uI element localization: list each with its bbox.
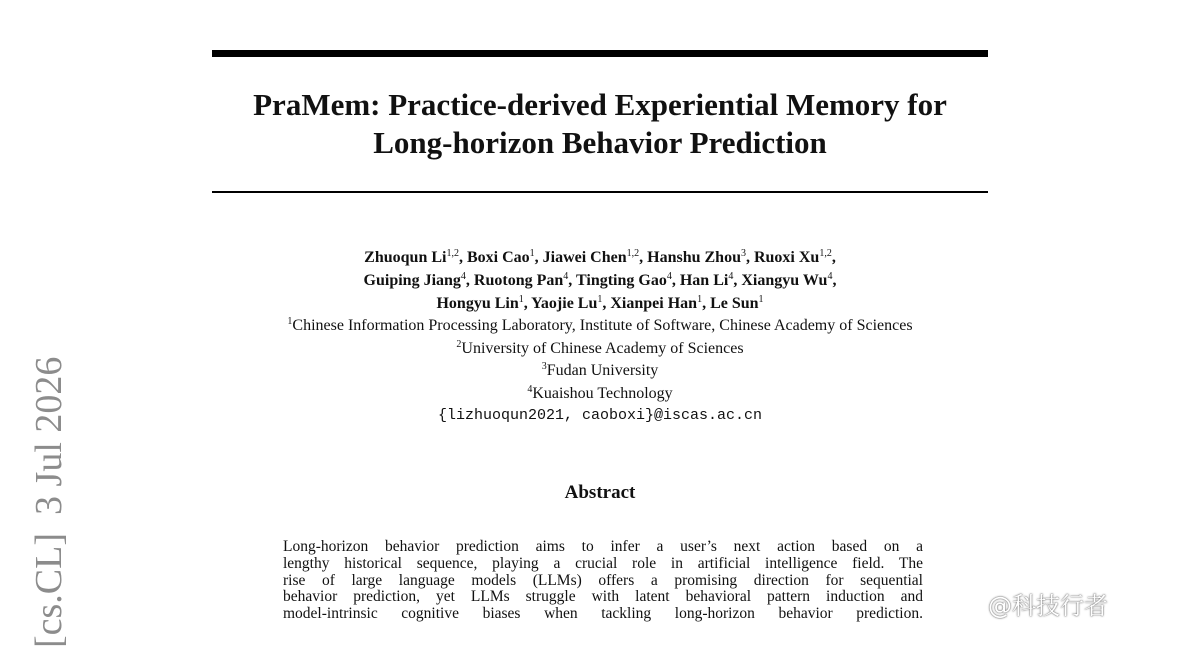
author-name: Hanshu Zhou bbox=[647, 249, 741, 266]
author-name: Tingting Gao bbox=[576, 272, 667, 289]
author-name: Guiping Jiang bbox=[363, 272, 461, 289]
author-affiliation-marker: 4 bbox=[563, 271, 569, 282]
author-affiliation-marker: 1,2 bbox=[446, 248, 459, 259]
author-line: Hongyu Lin$^1$, Yaojie Lu$^1$, Xianpei Han$^1$, Le Sun$^1$ bbox=[436, 294, 764, 312]
affiliation-name: Chinese Information Processing Laboratory, Institute of Software, Chinese Academy of Sciences bbox=[292, 317, 913, 334]
author-name: Zhuoqun Li bbox=[364, 249, 447, 266]
contact-email: {lizhuoqun2021, caoboxi}@iscas.ac.cn bbox=[437, 407, 763, 424]
author-name: Jiawei Chen bbox=[542, 249, 627, 266]
affiliation-name: University of Chinese Academy of Sciences bbox=[461, 339, 744, 357]
author-name: Xiangyu Wu bbox=[741, 272, 828, 289]
abstract-line: rise of large language models (LLMs) offers a promising direction for sequential bbox=[283, 571, 923, 589]
author-list bbox=[150, 246, 1050, 315]
author-line: Zhuoqun Li$^{1,2}$, Boxi Cao$^1$, Jiawei Chen$^{1,2}$, Hanshu Zhou$^3$, Ruoxi Xu$^{1,2}$, bbox=[364, 248, 836, 266]
affiliation-number: 1 bbox=[287, 316, 293, 327]
author-line: Guiping Jiang$^4$, Ruotong Pan$^4$, Tingting Gao$^4$, Han Li$^4$, Xiangyu Wu$^4$, bbox=[363, 271, 837, 289]
author-name: Ruoxi Xu bbox=[753, 249, 820, 266]
affiliation-name: Fudan University bbox=[546, 362, 659, 379]
title-bottom-rule bbox=[212, 191, 988, 193]
author-affiliation-marker: 4 bbox=[728, 271, 734, 282]
author-name: Xianpei Han bbox=[610, 295, 698, 312]
affiliation-number: 3 bbox=[541, 361, 547, 372]
abstract-body bbox=[283, 539, 923, 623]
author-affiliation-marker: 3 bbox=[740, 248, 746, 259]
author-affiliation-marker: 1,2 bbox=[626, 248, 640, 259]
author-affiliation-marker: 1 bbox=[518, 294, 524, 305]
abstract-line: model-intrinsic cognitive biases when tackling long-horizon behavior prediction. bbox=[283, 605, 923, 623]
author-affiliation-marker: 1 bbox=[597, 294, 603, 305]
author-name: Le Sun bbox=[710, 295, 759, 312]
author-affiliation-marker: 4 bbox=[666, 271, 672, 282]
arxiv-sidebar-stamp bbox=[27, 357, 71, 648]
author-affiliation-marker: 1,2 bbox=[819, 248, 832, 259]
author-name: Ruotong Pan bbox=[473, 272, 564, 289]
title-line: Long-horizon Behavior Prediction bbox=[373, 125, 827, 160]
abstract-line: Long-horizon behavior prediction aims to infer a user’s next action based on a bbox=[283, 538, 923, 555]
affiliation-item bbox=[150, 360, 1050, 383]
author-affiliation-marker: 1 bbox=[529, 248, 535, 259]
affiliation-number: 2 bbox=[456, 338, 462, 350]
author-affiliation-marker: 4 bbox=[827, 271, 833, 282]
paper-title bbox=[150, 86, 1050, 162]
affiliation-name: Kuaishou Technology bbox=[532, 384, 673, 402]
author-name: Yaojie Lu bbox=[531, 295, 598, 312]
abstract-line: lengthy historical sequence, playing a crucial role in artificial intelligence field. The bbox=[283, 554, 923, 572]
author-affiliation-marker: 4 bbox=[460, 271, 466, 282]
author-name: Boxi Cao bbox=[466, 249, 530, 266]
author-name: Hongyu Lin bbox=[436, 295, 519, 312]
title-top-rule bbox=[212, 50, 988, 57]
author-name: Han Li bbox=[679, 272, 729, 289]
author-affiliation-marker: 1 bbox=[697, 294, 703, 305]
affiliation-item bbox=[150, 315, 1050, 338]
affiliation-number: 4 bbox=[527, 383, 533, 395]
title-line: PraMem: Practice-derived Experiential Memory for bbox=[253, 87, 947, 122]
arxiv-date: 3 Jul 2026 bbox=[28, 356, 70, 515]
source-watermark: @科技行者 bbox=[988, 592, 1108, 620]
arxiv-category: [cs.CL] bbox=[28, 532, 70, 648]
affiliation-item bbox=[150, 338, 1050, 361]
affiliation-item bbox=[150, 383, 1050, 406]
author-affiliation-marker: 1 bbox=[758, 294, 764, 305]
abstract-heading: Abstract bbox=[564, 482, 636, 503]
abstract-line: behavior prediction, yet LLMs struggle with latent behavioral pattern induction and bbox=[283, 588, 923, 606]
affiliation-list bbox=[150, 315, 1050, 428]
